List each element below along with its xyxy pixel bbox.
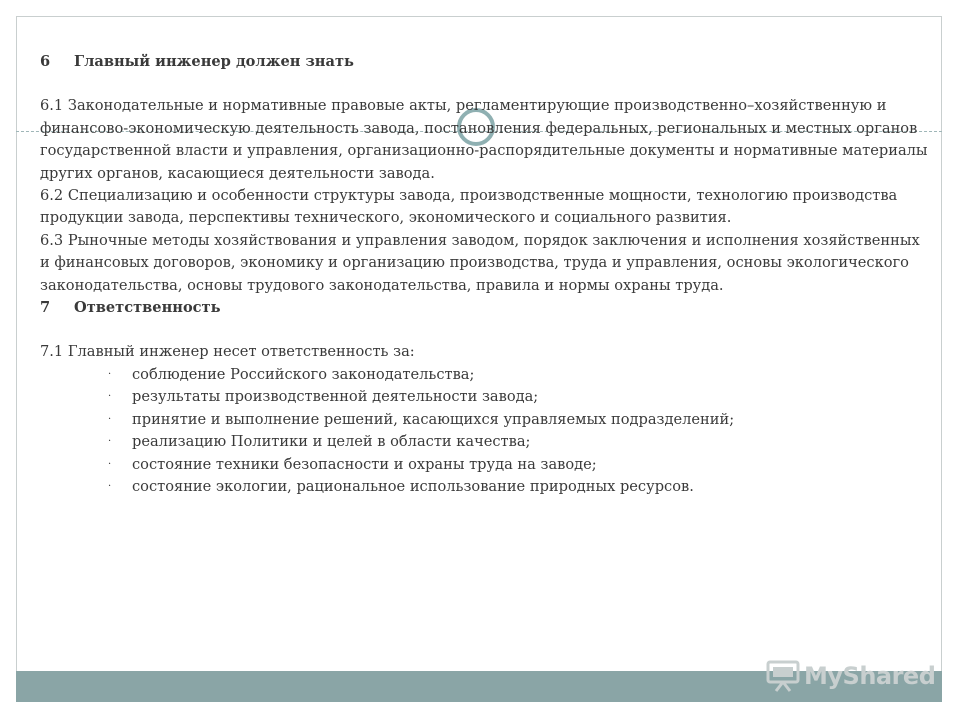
section-6-title: Главный инженер должен знать (74, 53, 354, 70)
list-item (108, 431, 930, 453)
slide-content (40, 51, 930, 498)
section-6-number: 6 (40, 53, 51, 70)
list-item (108, 476, 930, 498)
item-7-1: 7.1 Главный инженер несет ответственность за: (40, 343, 415, 361)
section-7-title: Ответственность (74, 299, 221, 317)
section-6-heading (40, 51, 930, 73)
list-item (108, 364, 930, 386)
list-item-text: результаты производственной деятельности завода; (132, 388, 539, 406)
spacer (40, 319, 930, 341)
list-item (108, 454, 930, 476)
myshared-logo (766, 656, 935, 696)
bullet-icon: · (108, 458, 112, 470)
list-item (108, 409, 930, 431)
watermark-text: MyShared (804, 662, 936, 690)
bullet-icon: · (108, 480, 112, 492)
bullet-icon: · (108, 413, 112, 425)
list-item-text: принятие и выполнение решений, касающихся управляемых подразделений; (132, 410, 735, 428)
section-7-heading (40, 297, 930, 319)
presentation-board-icon (766, 659, 800, 693)
bullet-icon: · (108, 436, 112, 448)
list-item-text: реализацию Политики и целей в области качества; (132, 433, 531, 451)
bullet-icon: · (108, 368, 112, 380)
item-6-1: 6.1 Законодательные и нормативные правовые акты, регламентирующие производственно–хозяйственную и финансово-экономическую деятельность завода, постановления федеральных, региональных и местных органов государственной власти и управления, организационно-распорядительные документы и нормативные материалы других органов, касающиеся деятельности завода. (40, 97, 928, 182)
item-6-2: 6.2 Специализацию и особенности структуры завода, производственные мощности, технологию производства продукции завода, перспективы технического, экономического и социального развития. (40, 187, 898, 227)
spacer (40, 73, 930, 95)
item-6-3: 6.3 Рыночные методы хозяйствования и управления заводом, порядок заключения и исполнения хозяйственных и финансовых договоров, экономику и организацию производства, труда и управления, основы экологического законодательства, основы трудового законодательства, правила и нормы охраны труда. (40, 231, 920, 294)
responsibility-list (40, 364, 930, 498)
list-item-text: состояние экологии, рациональное использование природных ресурсов. (132, 477, 694, 495)
list-item (108, 386, 930, 408)
section-7-number: 7 (40, 299, 51, 317)
list-item-text: состояние техники безопасности и охраны труда на заводе; (132, 455, 597, 473)
list-item-text: соблюдение Российского законодательства; (132, 365, 475, 383)
bullet-icon: · (108, 391, 112, 403)
